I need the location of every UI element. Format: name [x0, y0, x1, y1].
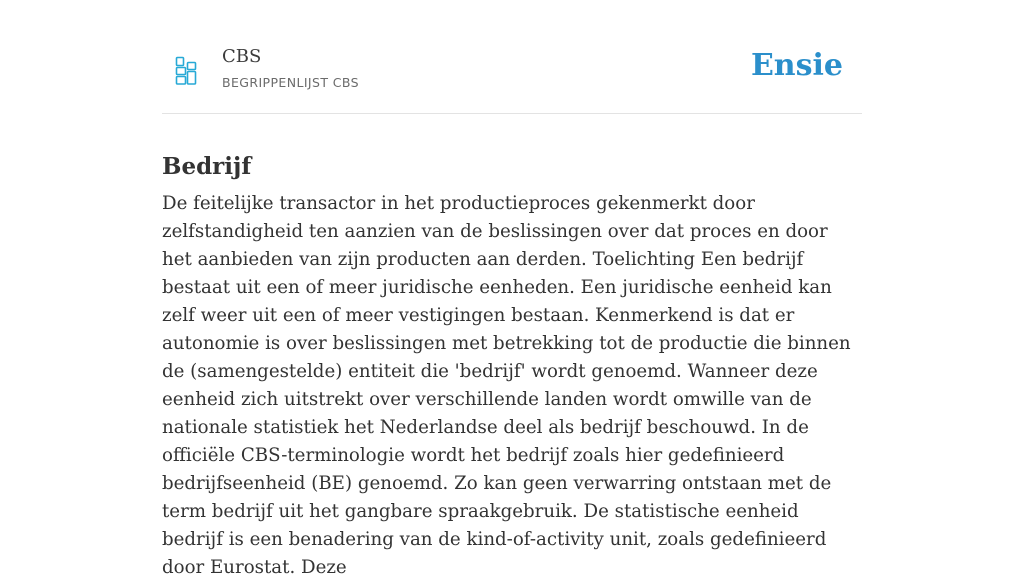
source-subtitle[interactable]: BEGRIPPENLIJST CBS: [222, 75, 359, 90]
definition-text: De feitelijke transactor in het productieproces gekenmerkt door zelfstandigheid ten aanzien van de beslissingen over dat proces en door het aanbieden van zijn producten aan derden. Toelichting Een bedrijf bestaat uit een of meer juridische eenheden. Een juridische eenheid kan zelf weer uit een of meer vestigingen bestaan. Kenmerkend is dat er autonomie is over beslissingen met betrekking tot de productie die binnen de (samengestelde) entiteit die 'bedrijf' wordt genoemd. Wanneer deze eenheid zich uitstrekt over verschillende landen wordt omwille van de nationale statistiek het Nederlandse deel als bedrijf beschouwd. In de officiële CBS-terminologie wordt het bedrijf zoals hier gedefinieerd bedrijfseenheid (BE) genoemd. Zo kan geen verwarring ontstaan met de term bedrijf uit het gangbare spraakgebruik. De statistische eenheid bedrijf is een benadering van de kind-of-activity unit, zoals gedefinieerd door Eurostat. Deze: [162, 193, 851, 578]
cbs-logo-icon[interactable]: [175, 56, 197, 86]
header: [162, 0, 862, 114]
ensie-logo[interactable]: Ensie: [750, 48, 843, 83]
page: [162, 0, 862, 578]
page-title: Bedrijf: [162, 153, 252, 181]
source-name[interactable]: CBS: [222, 46, 262, 67]
